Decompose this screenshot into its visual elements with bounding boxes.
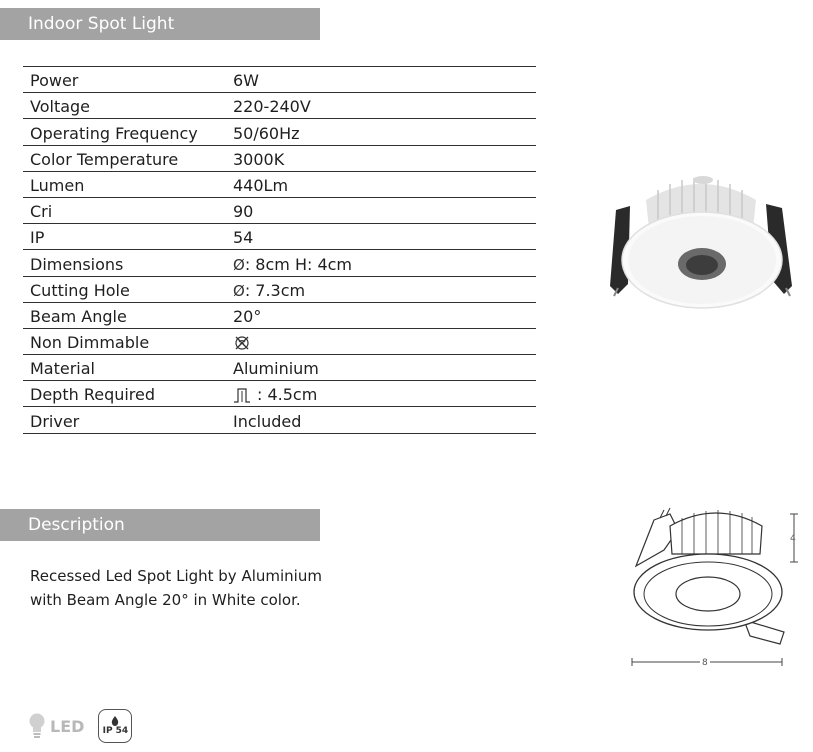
height-dimension-label: 4 (790, 534, 796, 544)
description-text (30, 564, 350, 612)
table-row (23, 302, 536, 328)
spec-value: Included (226, 407, 536, 433)
ip-rating-badge (98, 709, 132, 743)
spec-label: Material (23, 355, 226, 381)
spec-value: : 7.3cm (244, 280, 306, 300)
table-row (23, 328, 536, 354)
dimension-drawing (624, 500, 804, 680)
spec-label: Driver (23, 407, 226, 433)
spec-value-cell (226, 276, 536, 302)
table-row (23, 67, 536, 93)
table-row (23, 250, 536, 276)
spec-label: Operating Frequency (23, 119, 226, 145)
table-row (23, 171, 536, 197)
table-row (23, 355, 536, 381)
spec-value: 50/60Hz (226, 119, 536, 145)
bulb-icon (28, 712, 46, 740)
table-row (23, 145, 536, 171)
water-drop-icon (111, 716, 119, 726)
description-section-header: Description (0, 509, 320, 541)
spec-label: Beam Angle (23, 302, 226, 328)
table-row (23, 119, 536, 145)
table-row (23, 224, 536, 250)
spec-label: Color Temperature (23, 145, 226, 171)
spec-label: Non Dimmable (23, 328, 226, 354)
spec-value-cell (226, 381, 536, 407)
led-badge (28, 712, 84, 740)
spec-value: Aluminium (226, 355, 536, 381)
spec-value: 90 (226, 197, 536, 223)
table-row (23, 93, 536, 119)
spec-value: 3000K (226, 145, 536, 171)
depth-icon (233, 386, 257, 404)
diameter-icon: Ø (233, 255, 245, 274)
spec-value: 220-240V (226, 93, 536, 119)
spec-value: : 4.5cm (257, 384, 318, 404)
led-label: LED (50, 716, 85, 736)
spec-value-cell (226, 250, 536, 276)
spec-label: Dimensions (23, 250, 226, 276)
ip-rating-label: IP 54 (102, 726, 129, 736)
spec-value: 20° (226, 302, 536, 328)
spec-label: Depth Required (23, 381, 226, 407)
spec-value: 6W (226, 67, 536, 93)
table-row (23, 381, 536, 407)
description-line: with Beam Angle 20° in White color. (30, 591, 301, 609)
description-line: Recessed Led Spot Light by Aluminium (30, 567, 322, 585)
table-row (23, 276, 536, 302)
spec-value: 54 (226, 224, 536, 250)
width-dimension-label: 8 (702, 658, 708, 668)
specs-section-header: Indoor Spot Light (0, 8, 320, 40)
spec-value: : 8cm H: 4cm (244, 254, 353, 274)
spec-label: Voltage (23, 93, 226, 119)
table-row (23, 407, 536, 433)
diameter-icon: Ø (233, 281, 245, 300)
spec-label: Power (23, 67, 226, 93)
spec-label: Lumen (23, 171, 226, 197)
spec-value: 440Lm (226, 171, 536, 197)
table-row (23, 197, 536, 223)
spec-value-cell (226, 328, 536, 354)
certification-badges (28, 708, 132, 744)
spec-label: Cutting Hole (23, 276, 226, 302)
product-photo (606, 168, 796, 318)
spec-label: Cri (23, 197, 226, 223)
non-dimmable-icon (233, 334, 251, 352)
spec-table (23, 66, 536, 434)
spec-label: IP (23, 224, 226, 250)
